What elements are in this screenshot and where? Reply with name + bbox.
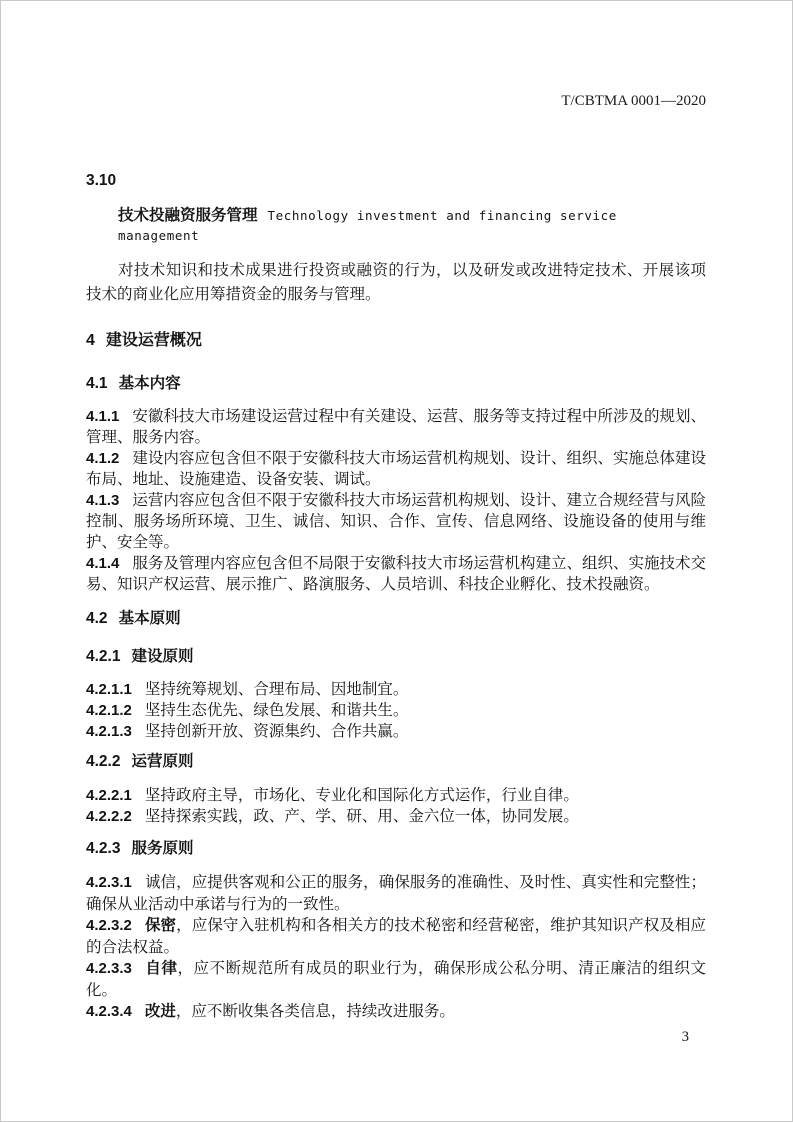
section-4-1-number: 4.1 (86, 375, 108, 392)
clause-number: 4.2.3.3 (86, 960, 132, 977)
section-4-2-2-clauses (86, 785, 706, 827)
clause-4-1-4 (86, 553, 706, 595)
section-4-2-heading (86, 609, 706, 629)
section-4-2-1-clauses (86, 679, 706, 742)
section-4-2-1-heading (86, 647, 706, 667)
section-4-2-1-number: 4.2.1 (86, 648, 121, 665)
clause-number: 4.2.2.2 (86, 808, 132, 825)
clause-number: 4.1.3 (86, 492, 120, 509)
term-line (86, 206, 706, 246)
clause-text: 安徽科技大市场建设运营过程中有关建设、运营、服务等支持过程中所涉及的规划、管理、服务内容。 (86, 408, 706, 446)
section-4-2-3-heading (86, 839, 706, 859)
page-number: 3 (681, 1029, 689, 1045)
chapter-4-number: 4 (86, 332, 95, 349)
clause-text: 坚持统筹规划、合理布局、因地制宜。 (144, 681, 409, 698)
section-4-2-3-title: 服务原则 (131, 840, 194, 857)
term-section-number: 3.10 (86, 172, 117, 189)
clause-4-2-3-1 (86, 872, 706, 915)
clause-4-2-3-3 (86, 958, 706, 1001)
clause-text: 坚持政府主导，市场化、专业化和国际化方式运作，行业自律。 (144, 787, 579, 804)
chapter-4-heading (86, 331, 706, 351)
clause-4-2-1-1 (86, 679, 706, 700)
clause-number: 4.2.2.1 (86, 787, 132, 804)
clause-number: 4.2.1.2 (86, 702, 132, 719)
clause-4-2-1-2 (86, 700, 706, 721)
section-4-1-title: 基本内容 (118, 375, 181, 392)
chapter-4-title: 建设运营概况 (105, 332, 202, 349)
section-4-2-3-clauses (86, 872, 706, 1023)
clause-number: 4.2.3.4 (86, 1003, 132, 1020)
clause-4-1-2 (86, 448, 706, 490)
clause-4-2-3-4 (86, 1001, 706, 1023)
clause-text: ，应不断收集各类信息，持续改进服务。 (175, 1003, 455, 1020)
section-4-2-1-title: 建设原则 (131, 648, 194, 665)
term-definition: 对技术知识和技术成果进行投资或融资的行为，以及研发或改进特定技术、开展该项技术的商业化应用筹措资金的服务与管理。 (86, 262, 706, 303)
section-4-2-2-heading (86, 752, 706, 772)
clause-text: 坚持生态优先、绿色发展、和谐共生。 (144, 702, 409, 719)
clause-4-2-1-3 (86, 721, 706, 742)
clause-text: ，应保守入驻机构和各相关方的技术秘密和经营秘密，维护其知识产权及相应的合法权益。 (86, 917, 706, 956)
clause-text: 建设内容应包含但不限于安徽科技大市场运营机构规划、设计、组织、实施总体建设布局、地址、设施建造、设备安装、调试。 (86, 450, 706, 488)
section-4-2-2-title: 运营原则 (131, 753, 194, 770)
clause-4-1-3 (86, 490, 706, 553)
clause-4-2-2-2 (86, 806, 706, 827)
clause-number: 4.1.2 (86, 450, 120, 467)
clause-number: 4.1.4 (86, 555, 120, 572)
term-en: Technology investment and financing service management (118, 208, 617, 243)
section-4-1-clauses (86, 406, 706, 595)
doc-code: T/CBTMA 0001—2020 (561, 93, 706, 109)
clause-4-2-2-1 (86, 785, 706, 806)
section-4-2-number: 4.2 (86, 610, 108, 627)
section-4-2-3-number: 4.2.3 (86, 840, 121, 857)
section-4-2-title: 基本原则 (118, 610, 181, 627)
clause-text: 诚信，应提供客观和公正的服务，确保服务的准确性、及时性、真实性和完整性；确保从业活动中承诺与行为的一致性。 (86, 874, 706, 913)
clause-number: 4.2.3.1 (86, 874, 132, 891)
clause-4-2-3-2 (86, 915, 706, 958)
clause-text: 运营内容应包含但不限于安徽科技大市场运营机构规划、设计、建立合规经营与风险控制、服务场所环境、卫生、诚信、知识、合作、宣传、信息网络、设施设备的使用与维护、安全等。 (86, 492, 706, 551)
clause-lead: 改进 (144, 1003, 176, 1020)
clause-number: 4.2.1.1 (86, 681, 132, 698)
clause-text: 服务及管理内容应包含但不局限于安徽科技大市场运营机构建立、组织、实施技术交易、知识产权运营、展示推广、路演服务、人员培训、科技企业孵化、技术投融资。 (86, 555, 706, 593)
section-4-2-2-number: 4.2.2 (86, 753, 121, 770)
clause-lead: 保密 (144, 917, 177, 934)
term-zh: 技术投融资服务管理 (118, 207, 258, 224)
clause-text: 坚持创新开放、资源集约、合作共赢。 (144, 723, 409, 740)
clause-text: ，应不断规范所有成员的职业行为，确保形成公私分明、清正廉洁的组织文化。 (86, 960, 706, 999)
clause-number: 4.1.1 (86, 408, 120, 425)
clause-number: 4.2.1.3 (86, 723, 132, 740)
clause-text: 坚持探索实践，政、产、学、研、用、金六位一体，协同发展。 (144, 808, 579, 825)
clause-4-1-1 (86, 406, 706, 448)
section-4-1-heading (86, 374, 706, 394)
clause-number: 4.2.3.2 (86, 917, 132, 934)
clause-lead: 自律 (144, 960, 178, 977)
